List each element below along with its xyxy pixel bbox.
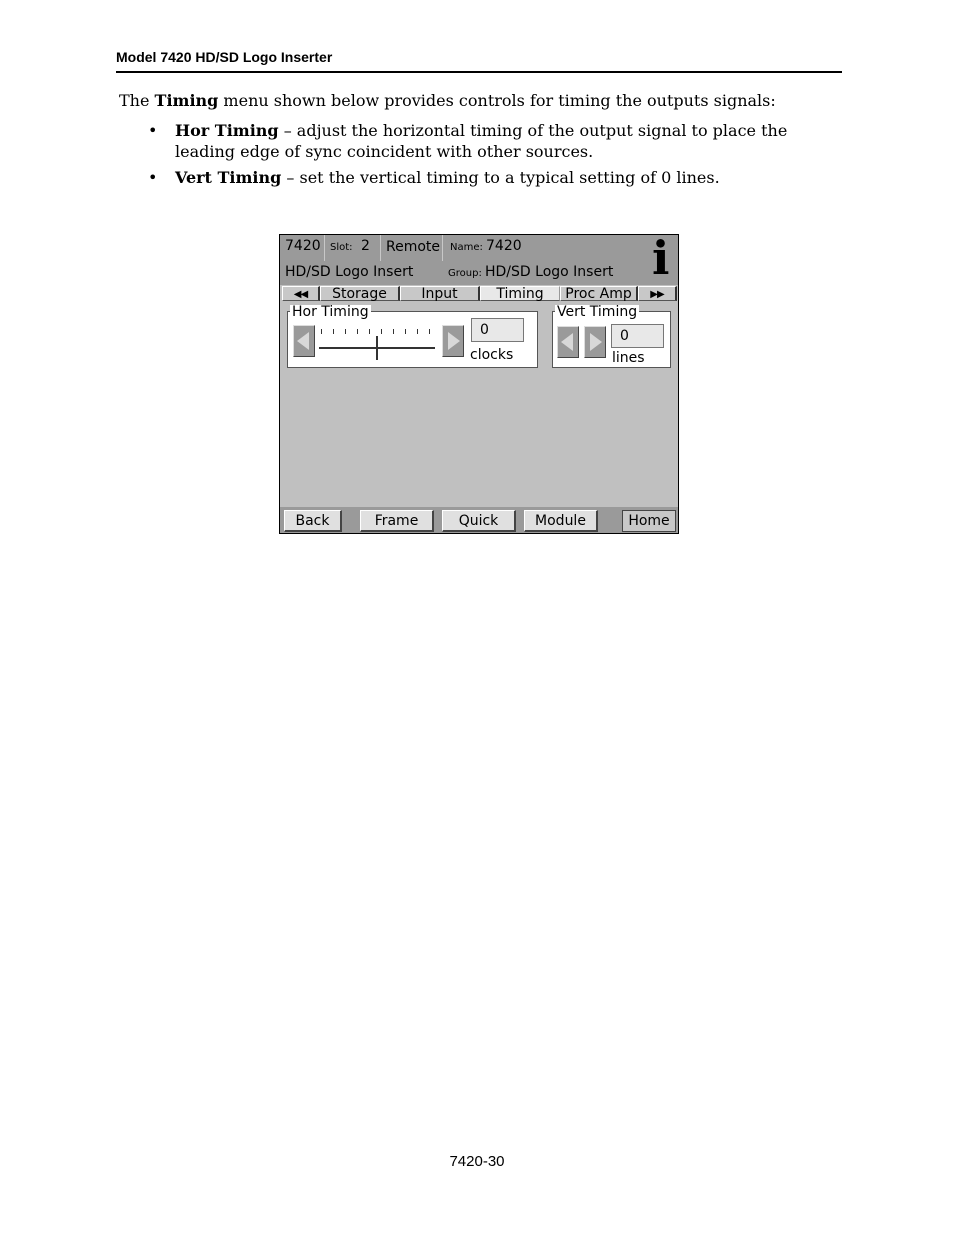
tab-proc-amp[interactable]: Proc Amp: [560, 286, 638, 301]
hor-timing-group: [287, 304, 538, 368]
module-name: HD/SD Logo Insert: [285, 264, 414, 280]
hor-timing-decrement-button[interactable]: [293, 325, 315, 357]
info-icon: i: [652, 231, 670, 285]
header-rule: [116, 71, 842, 73]
group-label: Group:: [448, 268, 482, 279]
slider-tick: [321, 329, 322, 334]
slider-tick: [417, 329, 418, 334]
tab-scroll-left[interactable]: ◀◀: [282, 286, 320, 301]
slot-label: Slot:: [330, 242, 353, 253]
slider-tick: [369, 329, 370, 334]
slider-tick: [345, 329, 346, 334]
bullet-term: Vert Timing: [175, 168, 282, 187]
module-button[interactable]: Module: [524, 510, 598, 532]
tab-timing[interactable]: Timing: [480, 286, 560, 301]
vert-timing-unit: lines: [612, 350, 645, 366]
page-number: 7420-30: [449, 1153, 505, 1170]
bullet-text: – set the vertical timing to a typical setting of 0 lines.: [281, 168, 720, 187]
intro-suffix: menu shown below provides controls for timing the outputs signals:: [218, 91, 776, 110]
left-arrow-icon: [297, 332, 309, 350]
intro-bold: Timing: [154, 91, 219, 110]
intro-prefix: The: [119, 91, 155, 110]
bullet-term: Hor Timing: [175, 121, 279, 140]
vert-timing-group: [552, 304, 671, 368]
name-label: Name:: [450, 242, 483, 253]
group-value: HD/SD Logo Insert: [485, 264, 614, 280]
hor-timing-value[interactable]: 0: [471, 318, 524, 342]
frame-button[interactable]: Frame: [360, 510, 434, 532]
home-button[interactable]: Home: [622, 510, 676, 532]
slider-thumb[interactable]: [376, 336, 378, 360]
slot-value: 2: [361, 238, 370, 254]
left-arrow-icon: [561, 333, 573, 351]
bullet-vert-timing: [148, 167, 828, 188]
right-arrow-icon: [448, 332, 460, 350]
quick-button[interactable]: Quick: [442, 510, 516, 532]
tab-scroll-right[interactable]: ▶▶: [638, 286, 677, 301]
document-header-title: Model 7420 HD/SD Logo Inserter: [116, 49, 333, 65]
hor-timing-unit: clocks: [470, 347, 514, 363]
timing-menu-screenshot: [279, 231, 679, 534]
bullet-text: – adjust the horizontal timing of the output signal to place the leading edge of sync coincident with other sources.: [175, 121, 788, 161]
panel-module-row: [280, 261, 650, 285]
hor-timing-slider[interactable]: [319, 322, 437, 362]
bullet-dot: •: [148, 121, 158, 140]
panel-status-row: [280, 235, 650, 262]
hor-timing-label: Hor Timing: [292, 304, 369, 320]
slider-tick: [357, 329, 358, 334]
vert-timing-decrement-button[interactable]: [557, 326, 579, 358]
bottom-button-bar: [280, 507, 678, 533]
slider-tick: [381, 329, 382, 334]
info-button[interactable]: [648, 231, 678, 285]
divider: [380, 235, 381, 261]
back-button[interactable]: Back: [284, 510, 342, 532]
name-value: 7420: [486, 238, 522, 254]
divider: [324, 235, 325, 261]
slider-tick: [333, 329, 334, 334]
hor-timing-increment-button[interactable]: [442, 325, 464, 357]
vert-timing-label: Vert Timing: [557, 304, 638, 320]
slider-tick: [429, 329, 430, 334]
bullet-list: [148, 120, 828, 193]
remote-status: Remote: [386, 239, 441, 255]
bullet-dot: •: [148, 168, 158, 187]
model-number: 7420: [285, 238, 321, 254]
slider-tick: [393, 329, 394, 334]
tab-storage[interactable]: Storage: [320, 286, 400, 301]
tab-input[interactable]: Input: [400, 286, 480, 301]
slider-tick: [405, 329, 406, 334]
tab-bar: [280, 285, 678, 302]
intro-paragraph: [119, 91, 776, 111]
vert-timing-increment-button[interactable]: [584, 326, 606, 358]
vert-timing-value[interactable]: 0: [611, 324, 664, 348]
bullet-hor-timing: [148, 120, 828, 162]
right-arrow-icon: [590, 333, 602, 351]
